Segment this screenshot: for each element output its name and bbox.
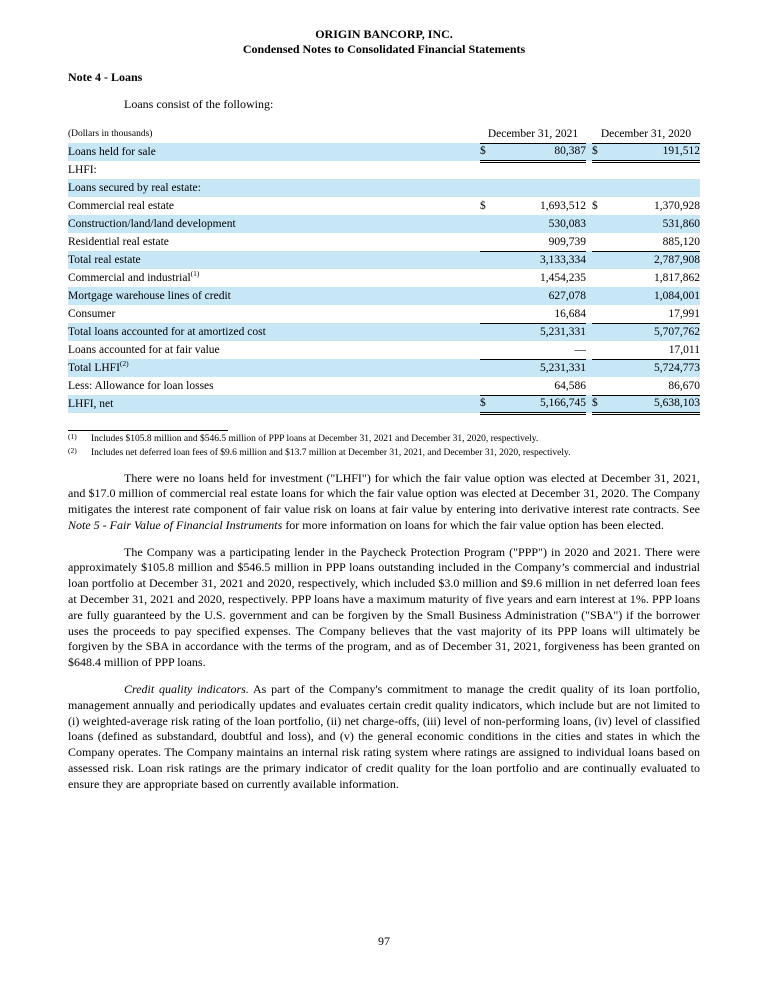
currency-symbol: $: [592, 395, 610, 413]
page-number: 97: [378, 934, 390, 948]
currency-symbol: [480, 287, 498, 305]
value-cell: 191,512: [610, 143, 700, 161]
italic-text: Note 5 - Fair Value of Financial Instruments: [68, 517, 283, 532]
currency-symbol: [592, 161, 610, 179]
value-cell: 2,787,908: [610, 251, 700, 269]
value-cell: [498, 161, 586, 179]
footnote-block: [68, 430, 700, 460]
currency-symbol: [592, 377, 610, 395]
page-header: [68, 27, 700, 57]
table-row: [68, 251, 700, 269]
currency-symbol: [592, 251, 610, 269]
footnote-text: Includes net deferred loan fees of $9.6 million and $13.7 million at December 31, 2021, and December 31, 2020, respectively.: [91, 448, 571, 458]
table-row: [68, 143, 700, 161]
value-cell: —: [498, 341, 586, 359]
table-row: [68, 215, 700, 233]
table-row: [68, 305, 700, 323]
currency-symbol: [480, 323, 498, 341]
column-header-2020: December 31, 2020: [592, 125, 700, 143]
footnote-reference: (2): [119, 359, 129, 369]
value-cell: 5,231,331: [498, 359, 586, 377]
currency-symbol: $: [480, 200, 486, 212]
row-label: Residential real estate: [68, 236, 169, 248]
paragraph: [68, 545, 700, 671]
value-cell: 5,707,762: [610, 323, 700, 341]
body-text: [68, 471, 700, 793]
currency-symbol: [480, 215, 498, 233]
currency-symbol: [480, 179, 498, 197]
footnote-reference: (1): [190, 269, 200, 279]
table-row: [68, 287, 700, 305]
table-row: [68, 395, 700, 413]
footnote-divider: [68, 430, 228, 431]
row-label: Total loans accounted for at amortized cost: [68, 323, 480, 341]
currency-symbol: [592, 323, 610, 341]
footnote-marker: (1): [68, 431, 77, 441]
currency-symbol: [592, 359, 610, 377]
value-cell: 5,231,331: [498, 323, 586, 341]
currency-symbol: $: [592, 200, 598, 212]
currency-symbol: [592, 341, 610, 359]
table-row: [68, 341, 700, 359]
currency-symbol: [480, 233, 498, 251]
value-cell: 17,011: [610, 341, 700, 359]
value-cell: 17,991: [610, 305, 700, 323]
paragraph: [68, 471, 700, 534]
value-cell: 627,078: [498, 287, 586, 305]
company-name: ORIGIN BANCORP, INC.: [315, 27, 453, 41]
value-cell: 16,684: [498, 305, 586, 323]
currency-symbol: [480, 377, 498, 395]
row-label: Mortgage warehouse lines of credit: [68, 287, 480, 305]
table-row: [68, 179, 700, 197]
currency-symbol: [480, 251, 498, 269]
value-cell: 80,387: [498, 143, 586, 161]
footnote-marker: (2): [68, 446, 77, 455]
paragraph: [68, 682, 700, 793]
value-cell: 885,120: [610, 233, 700, 251]
value-cell: 1,817,862: [654, 272, 700, 284]
table-row: [68, 359, 700, 377]
value-cell: [610, 161, 700, 179]
value-cell: 530,083: [498, 215, 586, 233]
currency-symbol: $: [480, 143, 498, 161]
value-cell: 1,370,928: [654, 200, 700, 212]
document-title: Condensed Notes to Consolidated Financial Statements: [242, 42, 526, 56]
currency-symbol: [480, 161, 498, 179]
row-label: Total real estate: [68, 251, 480, 269]
row-label: LHFI:: [68, 164, 97, 176]
unit-label: (Dollars in thousands): [68, 129, 153, 139]
currency-symbol: [592, 305, 610, 323]
row-label: Total LHFI$^{(2)}$: [68, 359, 480, 377]
value-cell: 1,084,001: [610, 287, 700, 305]
paragraph-text: The Company was a participating lender in the Paycheck Protection Program ("PPP") in 2020 and 2021. There were approximately $105.8 million and $546.5 million in PPP loans outstanding included in the Company’s commercial and industrial loan portfolio at December 31, 2021 and 2020, respectively, which included $3.0 million and $9.6 million in net deferred loan fees at December 31, 2021 and 2020, respectively. PPP loans have a maximum maturity of five years and earn interest at 1%. PPP loans are fully guaranteed by the U.S. government and can be forgiven by the Small Business Administration ("SBA") if the borrower uses the proceeds to pay specified expenses. The Company believes that the vast majority of its PPP loans will ultimately be forgiven by the SBA in accordance with the terms of the program, and as of December 31, 2021, forgiveness has been granted on $648.4 million of PPP loans.: [68, 544, 700, 670]
table-row: [68, 161, 700, 179]
currency-symbol: [592, 233, 610, 251]
row-label: Loans accounted for at fair value: [68, 344, 220, 356]
paragraph-text: There were no loans held for investment ("LHFI") for which the fair value option was elected at December 31, 2021, and $17.0 million of commercial real estate loans for which the fair value option was elected at December 31, 2020. The Company mitigates the interest rate component of fair value risk on loans at fair value by entering into derivative interest rate contracts. See: [68, 470, 700, 517]
italic-text: Credit quality indicators.: [124, 682, 249, 697]
currency-symbol: [592, 215, 610, 233]
currency-symbol: [480, 341, 498, 359]
value-cell: [610, 179, 700, 197]
row-label: Less: Allowance for loan losses: [68, 380, 214, 392]
footnote: [68, 447, 700, 460]
currency-symbol: [592, 179, 610, 197]
value-cell: 3,133,334: [498, 251, 586, 269]
value-cell: 909,739: [498, 233, 586, 251]
table-row: [68, 377, 700, 395]
row-label: Loans secured by real estate:: [68, 179, 480, 197]
currency-symbol: [480, 269, 498, 287]
currency-symbol: [592, 269, 610, 287]
value-cell: 64,586: [498, 377, 586, 395]
value-cell: 531,860: [610, 215, 700, 233]
note-title: Note 4 - Loans: [68, 70, 143, 84]
row-label: Construction/land/land development: [68, 215, 480, 233]
column-header-2021: December 31, 2021: [480, 125, 586, 143]
value-cell: 86,670: [610, 377, 700, 395]
table-row: [68, 269, 700, 287]
intro-text: Loans consist of the following:: [124, 97, 274, 111]
currency-symbol: [480, 305, 498, 323]
row-label: Commercial and industrial$^{(1)}$: [68, 269, 200, 284]
table-header-row: [68, 125, 700, 143]
table-row: [68, 233, 700, 251]
loans-table: [68, 125, 700, 415]
row-label: Commercial real estate: [68, 200, 175, 212]
row-label: Loans held for sale: [68, 143, 480, 161]
paragraph-text: for more information on loans for which the fair value option has been elected.: [282, 517, 664, 532]
value-cell: [498, 179, 586, 197]
value-cell: 1,693,512: [540, 200, 586, 212]
value-cell: 5,724,773: [610, 359, 700, 377]
table-row: [68, 197, 700, 215]
footnote-text: Includes $105.8 million and $546.5 million of PPP loans at December 31, 2021 and December 31, 2020, respectively.: [91, 433, 539, 444]
row-label: Consumer: [68, 308, 116, 320]
footnote: [68, 433, 700, 446]
row-label: LHFI, net: [68, 395, 480, 413]
paragraph-text: As part of the Company's commitment to manage the credit quality of its loan portfolio, management annually and periodically updates and evaluates certain credit quality indicators, which include but are not limited to (i) weighted-average risk rating of the loan portfolio, (ii) net charge-offs, (iii) level of non-performing loans, (iv) level of classified loans (defined as substandard, doubtful and loss), and (v) the general economic conditions in the cities and states in which the Company operates. The Company maintains an internal risk rating system where ratings are assigned to individual loans based on assessed risk. Loan risk ratings are the primary indicator of credit quality for the loan portfolio and are continually evaluated to ensure they are appropriate based on currently available information.: [68, 682, 701, 791]
currency-symbol: [480, 359, 498, 377]
value-cell: 5,638,103: [610, 395, 700, 413]
currency-symbol: $: [480, 395, 498, 413]
value-cell: 1,454,235: [540, 272, 586, 284]
currency-symbol: [592, 287, 610, 305]
table-row: [68, 323, 700, 341]
value-cell: 5,166,745: [498, 395, 586, 413]
currency-symbol: $: [592, 143, 610, 161]
